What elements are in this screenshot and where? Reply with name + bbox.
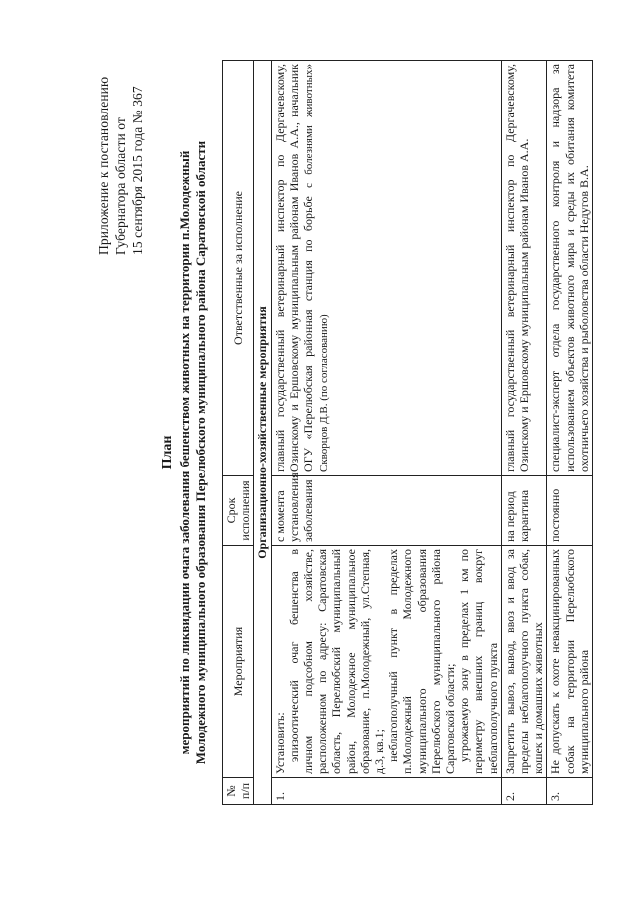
row-number: 3.	[547, 778, 593, 805]
row-measure: Не допускать к охоте невакцинированных собак на территории Перелюбского муниципального района	[547, 546, 593, 778]
table-row	[501, 61, 547, 805]
row-responsible: главный государственный ветеринарный инспектор по Дергачевскому, Озинскому и Ершовскому муниципальным районам Иванов А.А.	[501, 61, 547, 476]
row-term: постоянно	[547, 476, 593, 546]
measure-paragraph-3: угрожаемую зону в пределах 1 км по периметру внешних границ вокруг неблагополучного пункта	[457, 549, 500, 774]
measure-paragraph-1: эпизоотический очаг бешенства в личном подсобном хозяйстве, расположенном по адресу: Саратовская область, Перелюбский муниципальный район, Молодежное муниципальное образование, п.Молодежный, ул.Степная, д.3, кв.1;	[286, 549, 387, 774]
appendix-line-1: Приложение к постановлению	[96, 76, 111, 255]
appendix-note	[95, 77, 146, 255]
document-title-block	[160, 0, 209, 905]
row-number: 1.	[271, 778, 501, 805]
measure-intro: Установить:	[272, 712, 287, 774]
header-responsible: Ответственные за исполнение	[223, 61, 254, 476]
responsible-text: главный государственный ветеринарный инспектор по Дергачевскому, Озинскому и Ершовскому муниципальным районам Иванов А.А., начальник ОГУ «Перелюбская районная станция по борьбе	[272, 64, 316, 472]
section-row	[254, 61, 271, 805]
table-header-row	[223, 61, 254, 805]
row-term: с момента установления заболевания	[271, 476, 501, 546]
row-term: на период карантина	[501, 476, 547, 546]
document-title-line-2: Молодежного муниципального образования Перелюбского муниципального района Саратовской области	[193, 140, 208, 765]
header-num: № п/п	[223, 778, 254, 805]
measure-paragraph-2: неблагополучный пункт в пределах п.Молодежный Молодежного муниципального образования Перелюбского муниципального района Саратовской области;	[386, 549, 458, 774]
row-measure	[271, 546, 501, 778]
header-term: Срок исполнения	[223, 476, 254, 546]
table-row	[271, 61, 501, 805]
header-measures: Мероприятия	[223, 546, 254, 778]
document-title-line-1: мероприятий по ликвидации очага заболевания бешенством животных на территории п.Молодежный	[177, 150, 192, 755]
section-title: Организационно-хозяйственные мероприятия	[254, 61, 271, 805]
appendix-line-3: 15 сентября 2015 года № 367	[130, 86, 145, 255]
row-responsible: специалист-эксперт отдела государственного контроля и надзора за использованием объектов животного мира и среды их обитания комитета охотничьего хозяйства и рыболовства области Недугов В.А.	[547, 61, 593, 476]
measures-table	[222, 60, 593, 805]
responsible-text-small: с болезнями животных» Скворцов Д.В. (по согласованию)	[303, 64, 331, 472]
table-row	[547, 61, 593, 805]
row-measure: Запретить вывоз, вывод, ввоз и ввод за пределы неблагополучного пункта собак, кошек и домашних животных	[501, 546, 547, 778]
document-heading: План	[160, 435, 175, 470]
row-responsible	[271, 61, 501, 476]
row-number: 2.	[501, 778, 547, 805]
appendix-line-2: Губернатора области от	[113, 117, 128, 255]
